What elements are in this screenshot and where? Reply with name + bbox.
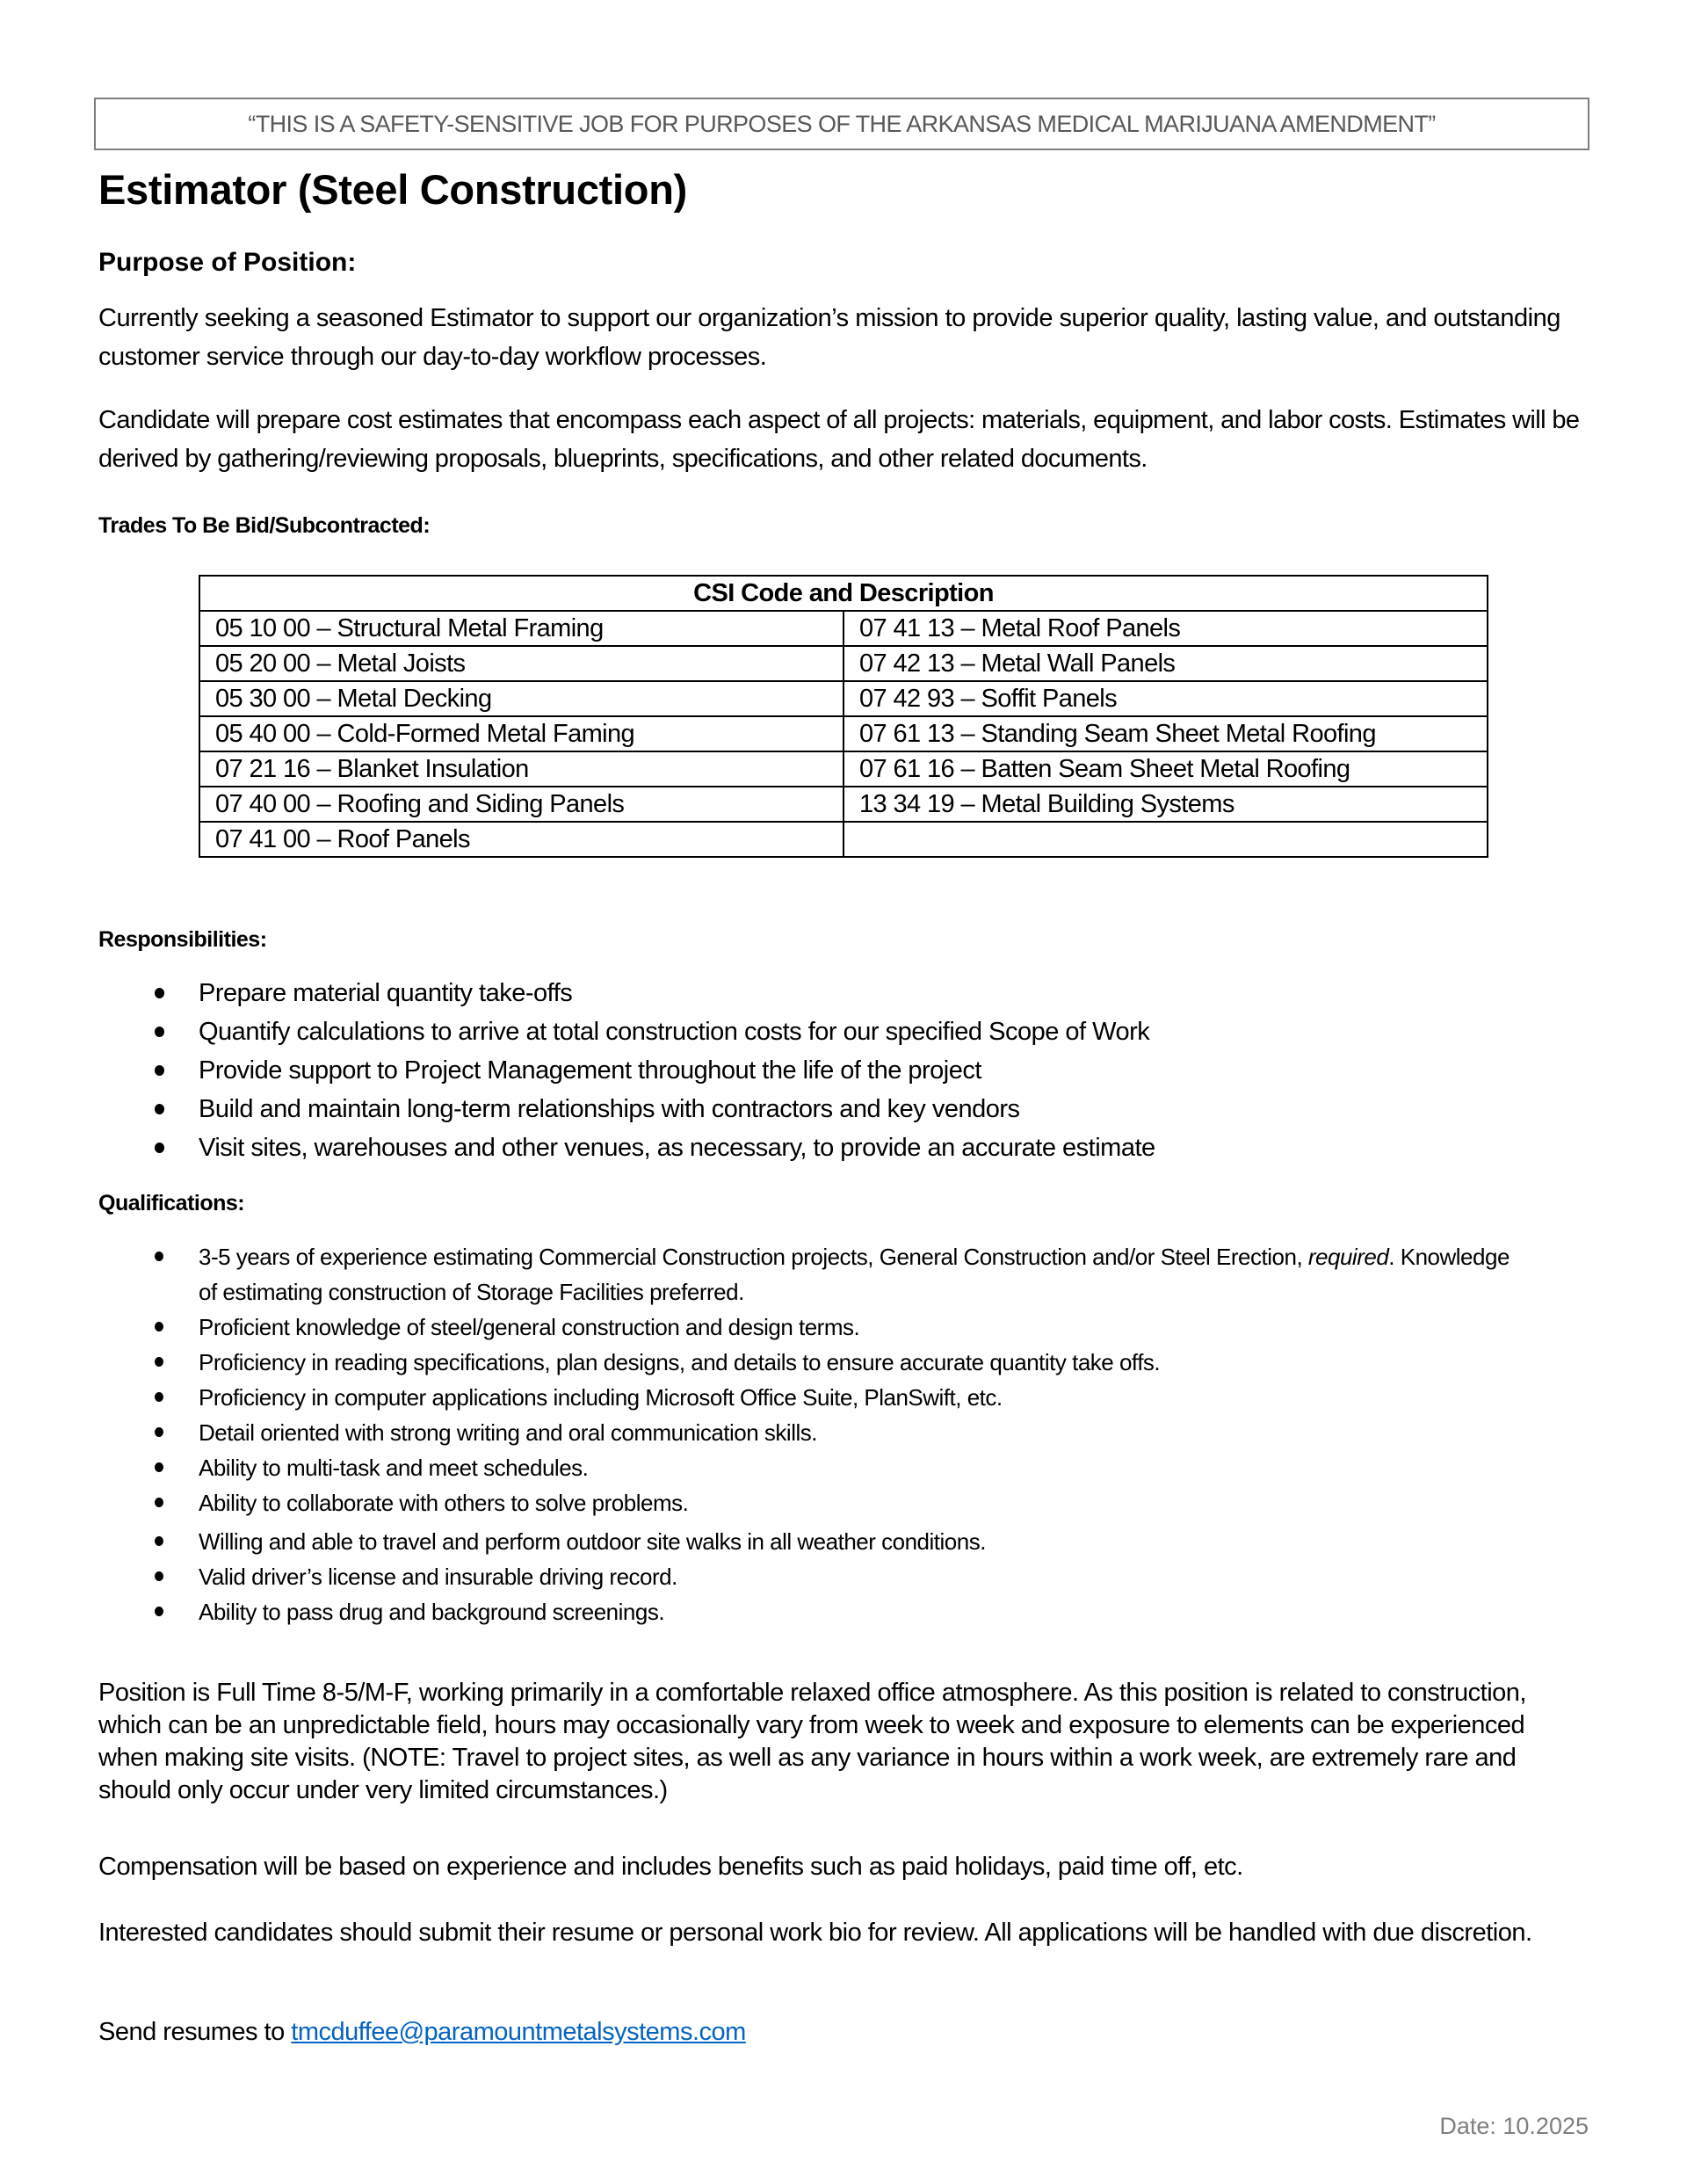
trades-heading: Trades To Be Bid/Subcontracted:	[98, 513, 431, 538]
purpose-heading: Purpose of Position:	[98, 248, 357, 277]
list-item	[0, 974, 1155, 1012]
responsibilities-heading: Responsibilities:	[98, 927, 267, 952]
list-item-text: Detail oriented with strong writing and oral communication skills.	[199, 1419, 817, 1446]
table-row	[199, 681, 1488, 716]
list-item	[0, 1090, 1155, 1128]
list-item	[0, 1310, 1517, 1345]
bullet-icon	[155, 1607, 163, 1616]
required-emphasis: required	[1307, 1244, 1389, 1270]
table-row	[199, 716, 1488, 751]
safety-banner-text: “THIS IS A SAFETY-SENSITIVE JOB FOR PURPOSES OF THE ARKANSAS MEDICAL MARIJUANA AMENDMENT”	[248, 110, 1436, 137]
table-cell: 07 41 00 – Roof Panels	[199, 822, 844, 857]
list-item	[0, 1380, 1517, 1415]
page-title: Estimator (Steel Construction)	[98, 166, 687, 213]
list-item	[0, 1524, 1517, 1559]
csi-table-header: CSI Code and Description	[199, 576, 1488, 611]
list-item-text: Proficient knowledge of steel/general construction and design terms.	[199, 1314, 860, 1340]
send-resumes-line	[98, 2016, 1592, 2049]
bullet-icon	[155, 1104, 164, 1114]
csi-table-header-row	[199, 576, 1488, 611]
list-item-text: Visit sites, warehouses and other venues, as necessary, to provide an accurate estimate	[199, 1134, 1155, 1162]
table-cell: 07 61 16 – Batten Seam Sheet Metal Roofing	[844, 751, 1488, 787]
table-row	[199, 787, 1488, 822]
bullet-icon	[155, 1252, 163, 1261]
bullet-icon	[155, 988, 164, 998]
list-item	[0, 1559, 1517, 1594]
table-row	[199, 611, 1488, 646]
qualifications-heading: Qualifications:	[98, 1191, 245, 1215]
send-resumes-label: Send resumes to	[98, 2018, 292, 2046]
purpose-paragraph-1: Currently seeking a seasoned Estimator to support our organization’s mission to provide superior quality, lasting value, and outstanding customer service through our day-to-day workflow processes.	[98, 304, 1560, 371]
list-item-text: Ability to collaborate with others to solve problems.	[199, 1490, 689, 1516]
list-item	[0, 1128, 1155, 1167]
list-item-text: Build and maintain long-term relationships with contractors and key vendors	[199, 1095, 1020, 1123]
list-item	[0, 1450, 1517, 1485]
email-link[interactable]: tmcduffee@paramountmetalsystems.com	[291, 2018, 746, 2046]
table-cell: 05 30 00 – Metal Decking	[199, 681, 844, 716]
table-cell: 07 41 13 – Metal Roof Panels	[844, 611, 1488, 646]
table-cell: 07 40 00 – Roofing and Siding Panels	[199, 787, 844, 822]
list-item	[0, 1051, 1155, 1090]
bullet-icon	[155, 1027, 164, 1037]
compensation-paragraph: Compensation will be based on experience and includes benefits such as paid holidays, paid time off, etc.	[98, 1853, 1243, 1881]
bullet-icon	[155, 1322, 163, 1331]
list-item-text: Valid driver’s license and insurable driving record.	[199, 1564, 677, 1590]
safety-banner	[94, 98, 1589, 150]
table-cell-empty	[844, 822, 1488, 857]
bullet-icon	[155, 1536, 163, 1546]
bullet-icon	[155, 1462, 163, 1472]
list-item-text: Proficiency in reading specifications, plan designs, and details to ensure accurate quantity take offs.	[199, 1349, 1161, 1375]
table-row	[199, 751, 1488, 787]
responsibilities-list	[0, 974, 1155, 1167]
bullet-icon	[155, 1357, 163, 1367]
table-cell: 05 10 00 – Structural Metal Framing	[199, 611, 844, 646]
table-row	[199, 822, 1488, 857]
list-item-text: Prepare material quantity take-offs	[199, 979, 573, 1007]
list-item	[0, 1415, 1517, 1450]
list-item-text: Proficiency in computer applications including Microsoft Office Suite, PlanSwift, etc.	[199, 1384, 1003, 1411]
bullet-icon	[155, 1427, 163, 1437]
table-row	[199, 646, 1488, 681]
list-item-text: Willing and able to travel and perform outdoor site walks in all weather conditions.	[199, 1528, 986, 1555]
list-item-text: Provide support to Project Management throughout the life of the project	[199, 1056, 981, 1085]
interested-candidates-paragraph: Interested candidates should submit their resume or personal work bio for review. All applications will be handled with due discretion.	[98, 1919, 1532, 1947]
table-cell: 07 42 93 – Soffit Panels	[844, 681, 1488, 716]
list-item-text-continued: . Knowledge of estimating construction of Storage Facilities preferred.	[199, 1244, 1510, 1305]
bullet-icon	[155, 1065, 164, 1076]
list-item	[0, 1485, 1517, 1520]
table-cell: 05 20 00 – Metal Joists	[199, 646, 844, 681]
qualifications-list	[0, 1239, 1517, 1629]
table-cell: 05 40 00 – Cold-Formed Metal Faming	[199, 716, 844, 751]
list-item-text: Ability to pass drug and background screenings.	[199, 1599, 665, 1625]
position-details-paragraph: Position is Full Time 8-5/M-F, working primarily in a comfortable relaxed office atmosphere. As this position is related to construction, which can be an unpredictable field, hours may occasionally vary from week to week and exposure to elements can be experienced when making site visits. (NOTE: Travel to project sites, as well as any variance in hours within a work week, are extremely rare and should only occur under very limited circumstances.)	[98, 1679, 1526, 1804]
list-item-text: Quantify calculations to arrive at total construction costs for our specified Scope of Work	[199, 1018, 1150, 1046]
csi-table	[199, 575, 1488, 858]
table-cell: 07 21 16 – Blanket Insulation	[199, 751, 844, 787]
list-item	[0, 1345, 1517, 1380]
bullet-icon	[155, 1143, 164, 1153]
bullet-icon	[155, 1392, 163, 1402]
bullet-icon	[155, 1571, 163, 1581]
purpose-paragraph-2: Candidate will prepare cost estimates that encompass each aspect of all projects: materials, equipment, and labor costs. Estimates will be derived by gathering/reviewing proposals, blueprints, specifications, and other related documents.	[98, 406, 1580, 473]
document-date: Date: 10.2025	[1439, 2113, 1589, 2139]
list-item	[0, 1594, 1517, 1629]
list-item-text: Ability to multi-task and meet schedules.	[199, 1455, 589, 1481]
table-cell: 07 42 13 – Metal Wall Panels	[844, 646, 1488, 681]
list-item	[0, 1012, 1155, 1051]
list-item	[0, 1239, 1517, 1310]
table-cell: 07 61 13 – Standing Seam Sheet Metal Roofing	[844, 716, 1488, 751]
list-item-text: 3-5 years of experience estimating Commercial Construction projects, General Construction and/or Steel Erection,	[199, 1244, 1308, 1270]
bullet-icon	[155, 1498, 163, 1507]
table-cell: 13 34 19 – Metal Building Systems	[844, 787, 1488, 822]
